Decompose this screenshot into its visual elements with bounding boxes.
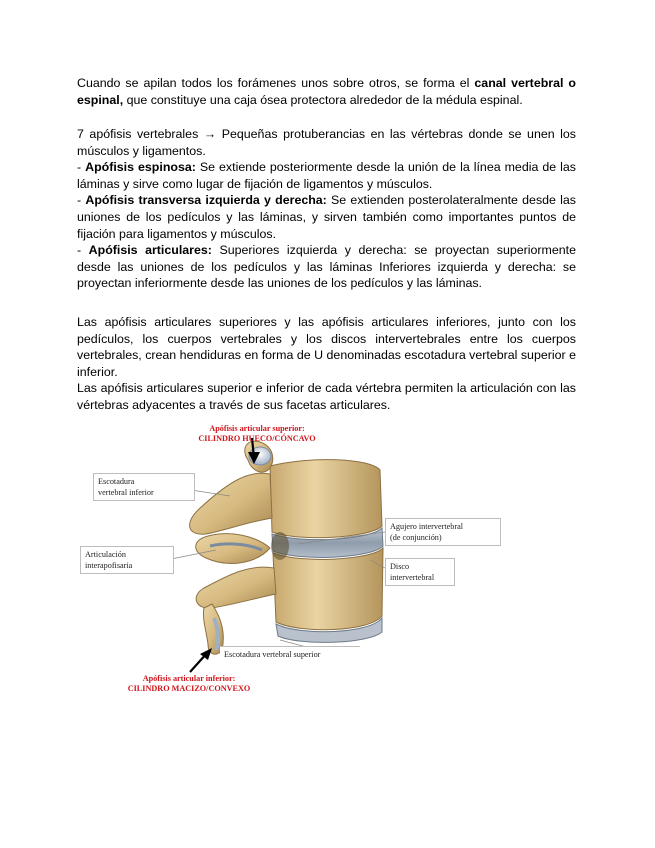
callout-line: Escotadura — [98, 477, 135, 486]
intro-tail: que constituye una caja ósea protectora alrededor de la médula espinal. — [123, 92, 523, 107]
lower-pedicle-lamina — [196, 567, 276, 608]
callout-escotadura-superior — [220, 646, 360, 662]
process-term: Apófisis transversa izquierda y derecha: — [85, 193, 327, 208]
paragraph-facets: Las apófisis articulares superior e inferior de cada vértebra permiten la articulación con las vértebras adyacentes a través de sus facetas articulares. — [77, 381, 576, 412]
intro-bold-term: canal vertebral o espinal, — [77, 76, 576, 107]
callout-articulacion — [80, 546, 174, 574]
intro-paragraph — [77, 75, 576, 108]
process-term: Apófisis espinosa: — [85, 160, 196, 175]
callout-line: Disco — [390, 562, 410, 571]
callout-line: intervertebral — [390, 573, 435, 582]
superior-label-line2: CILINDRO HUECO/CÓNCAVO — [198, 434, 316, 443]
paragraph-notches: Las apófisis articulares superiores y las apófisis articulares inferiores, junto con los pedículos, los cuerpos vertebrales y los discos intervertebrales entre los cuerpos vertebrales, crean hendiduras en forma de U denominadas escotadura vertebral superior e inferior. — [77, 315, 576, 379]
vertebrae-figure — [80, 418, 500, 708]
processes-section — [77, 126, 576, 292]
bullet-prefix: - — [77, 243, 89, 258]
superior-process-label — [164, 424, 350, 444]
process-text: Superiores izquierda y derecha: se proyectan superiormente desde las uniones de los pedículos y las láminas Inferiores izquierda y derecha: se proyectan inferiormente desde las uniones de los pedículos y las láminas. — [77, 243, 576, 291]
inferior-label-line2: CILINDRO MACIZO/CONVEXO — [127, 684, 251, 693]
process-text: Se extienden posterolateralmente desde las uniones de los pedículos y las láminas, y sirven también como importantes puntos de fijación para ligamentos y músculos. — [77, 193, 576, 241]
inferior-label-line1: Apófisis articular inferior: — [142, 674, 236, 683]
bullet-prefix: - — [77, 193, 86, 208]
process-item-transverse — [77, 192, 576, 242]
upper-vertebral-body — [270, 460, 382, 538]
callout-line: Agujero intervertebral — [390, 522, 463, 531]
callout-disco — [385, 558, 455, 586]
upper-pedicle-lamina — [190, 473, 272, 534]
callout-agujero — [385, 518, 501, 546]
callout-line: vertebral inferior — [98, 488, 154, 497]
callout-escotadura-inferior — [93, 473, 195, 501]
intervertebral-foramen — [271, 532, 289, 560]
callout-line: Articulación — [85, 550, 126, 559]
process-item-articular — [77, 242, 576, 292]
inferior-process-label — [104, 674, 274, 694]
callout-line: (de conjunción) — [390, 533, 442, 542]
bullet-prefix: - — [77, 160, 86, 175]
process-item-spinous — [77, 159, 576, 192]
lower-vertebral-body — [273, 548, 383, 630]
superior-label-line1: Apófisis articular superior: — [209, 424, 305, 433]
callout-line: interapofisaria — [85, 561, 133, 570]
articular-section — [77, 314, 576, 414]
callout-line: Escotadura vertebral superior — [224, 650, 321, 659]
process-text: Se extiende posteriormente desde la unión de la línea media de las láminas y sirve como lugar de fijación de ligamentos y músculos. — [77, 160, 576, 191]
processes-intro: 7 apófisis vertebrales → Pequeñas protuberancias en las vértebras donde se unen los músculos y ligamentos. — [77, 127, 576, 158]
process-term: Apófisis articulares: — [88, 243, 212, 258]
intro-lead: Cuando se apilan todos los forámenes unos sobre otros, se forma el — [77, 76, 475, 90]
